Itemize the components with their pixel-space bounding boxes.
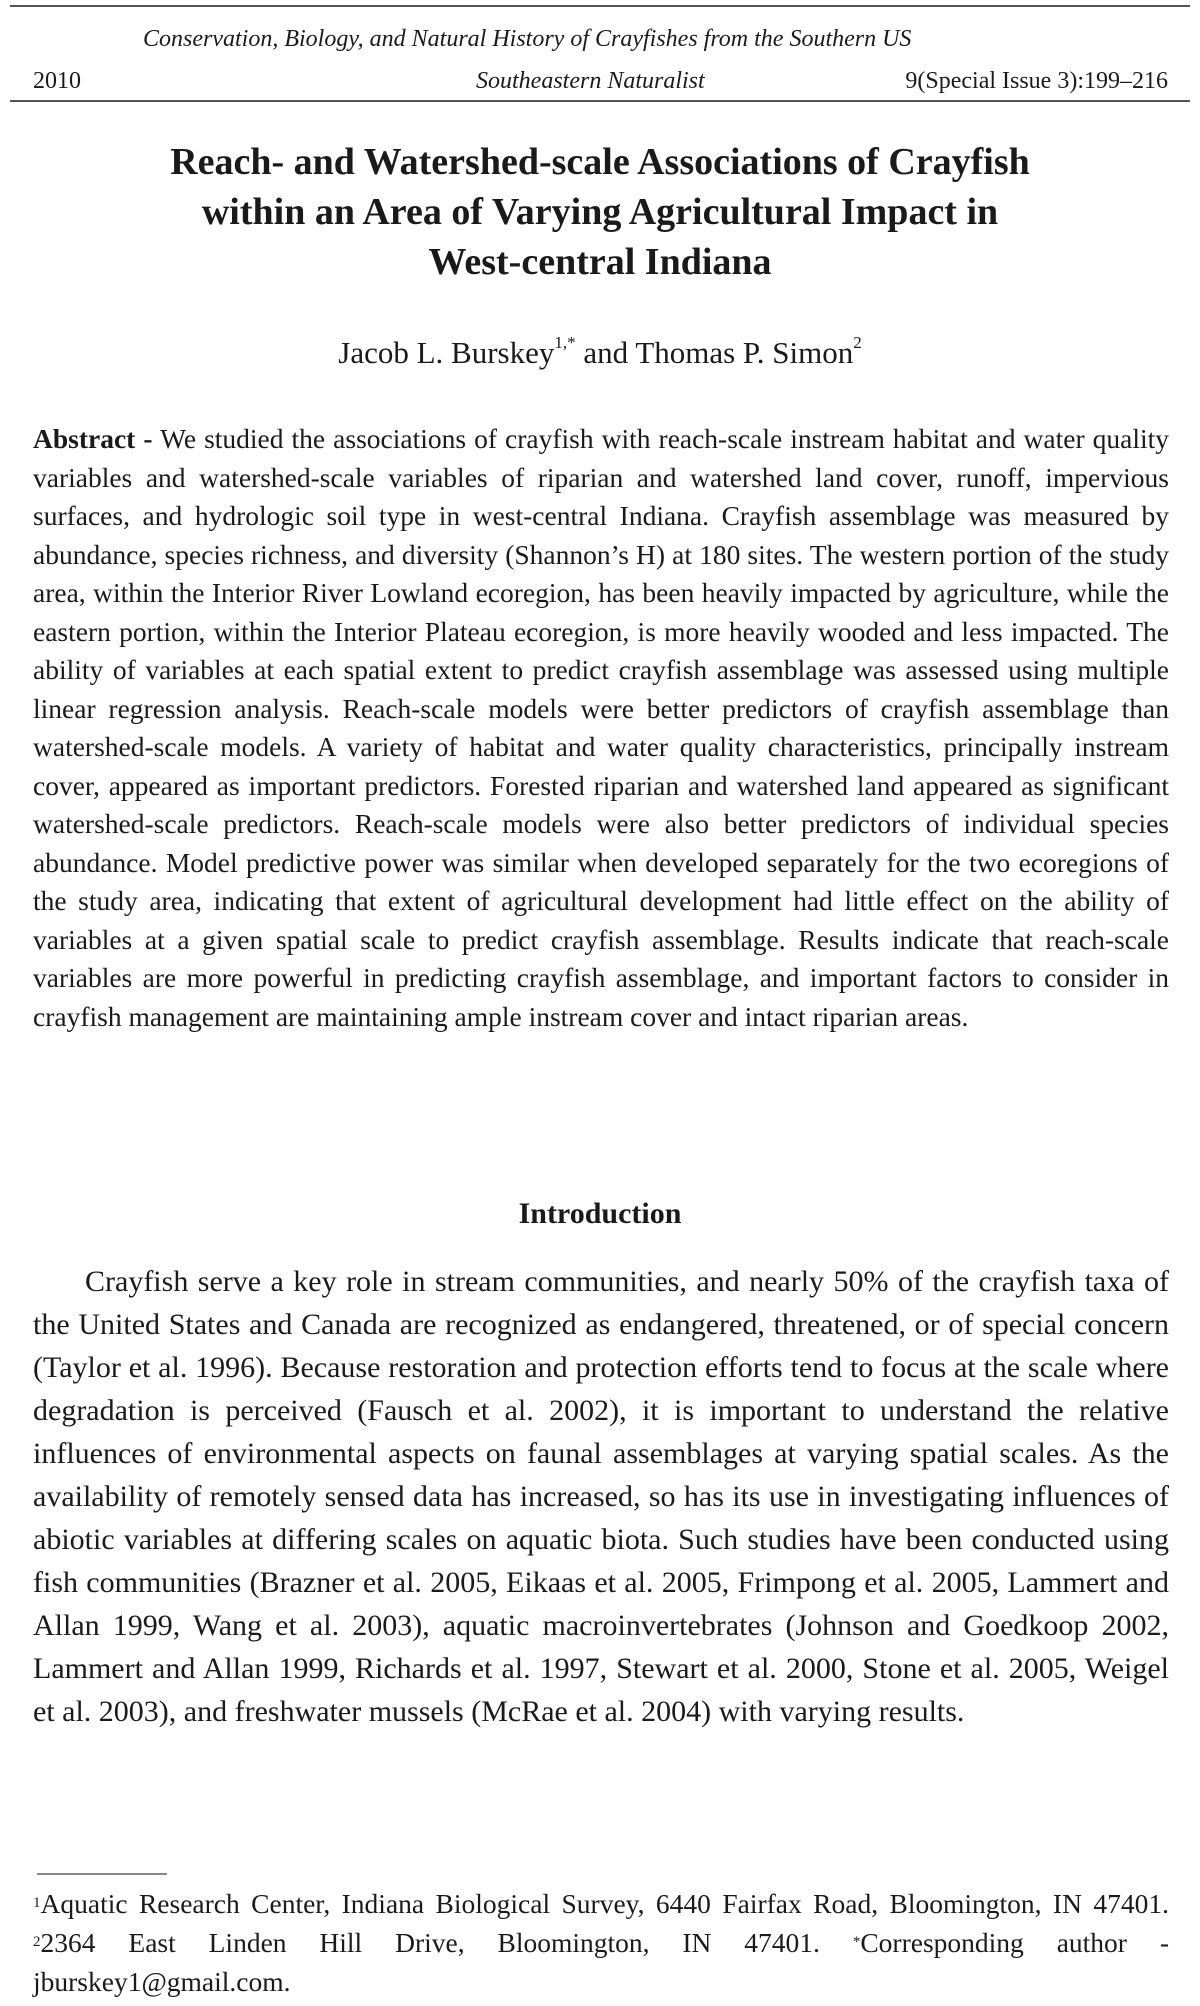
series-title: Conservation, Biology, and Natural History of Crayfishes from the Southern US [143,26,912,52]
author-join: and [575,335,636,370]
introduction-paragraph: Crayfish serve a key role in stream communities, and nearly 50% of the crayfish taxa of the United States and Canada are recognized as endangered, threatened, or of special concern (Taylor et al. 1996). Because restoration and protection efforts tend to focus at the scale where degradation is perceived (Fausch et al. 2002), it is important to understand the relative influences of environmental aspects on faunal assemblages at varying spatial scales. As the availability of remotely sensed data has increased, so has its use in investigating influences of abiotic variables at differing scales on aquatic biota. Such studies have been conducted using fish communities (Brazner et al. 2005, Eikaas et al. 2005, Frimpong et al. 2005, Lammert and Allan 1999, Wang et al. 2003), aquatic macroinvertebrates (Johnson and Goedkoop 2002, Lammert and Allan 1999, Richards et al. 1997, Stewart et al. 2000, Stone et al. 2005, Weigel et al. 2003), and freshwater mussels (McRae et al. 2004) with varying results. [33,1265,1169,1728]
footnote-mark: 1 [33,1895,41,1911]
header-rule [10,100,1190,102]
footnote-rule [37,1873,167,1875]
footnote-affiliation-2: 2364 East Linden Hill Drive, Bloomington, IN 47401. [40,1927,853,1958]
section-heading-introduction: Introduction [518,1197,682,1230]
abstract [33,420,1169,1036]
journal-name: Southeastern Naturalist [476,68,705,94]
author-affiliation-mark: 2 [853,333,862,352]
footnote-mark: 2 [33,1934,41,1950]
title-line: within an Area of Varying Agricultural Impact in [201,191,999,233]
volume-pages: 9(Special Issue 3):199–216 [905,68,1168,94]
header-year: 2010 [33,68,81,94]
article-title [0,137,1200,287]
footnote-corresponding-author: Corresponding author - jburskey1@gmail.com. [33,1927,1169,1997]
title-line: West-central Indiana [428,241,772,283]
title-line: Reach- and Watershed-scale Associations of Crayfish [170,141,1030,183]
author-name: Jacob L. Burskey [338,335,555,370]
author-affiliation-mark: 1,* [554,333,576,352]
author-list [0,335,1200,371]
abstract-label: Abstract - [33,423,153,454]
footnote-affiliation-1: Aquatic Research Center, Indiana Biological Survey, 6440 Fairfax Road, Bloomington, IN 47401. [40,1888,1169,1919]
abstract-text: We studied the associations of crayfish with reach-scale instream habitat and water quality variables and watershed-scale variables of riparian and watershed land cover, runoff, impervious surfaces, and hydrologic soil type in west-central Indiana. Crayfish assemblage was measured by abundance, species richness, and diversity (Shannon’s H) at 180 sites. The western portion of the study area, within the Interior River Lowland ecoregion, has been heavily impacted by agriculture, while the eastern portion, within the Interior Plateau ecoregion, is more heavily wooded and less impacted. The ability of variables at each spatial extent to predict crayfish assemblage was assessed using multiple linear regression analysis. Reach-scale models were better predictors of crayfish assemblage than watershed-scale models. A variety of habitat and water quality characteristics, principally instream cover, appeared as important predictors. Forested riparian and watershed land appeared as significant watershed-scale predictors. Reach-scale models were also better predictors of individual species abundance. Model predictive power was similar when developed separately for the two ecoregions of the study area, indicating that extent of agricultural development had little effect on the ability of variables at a given spatial scale to predict crayfish assemblage. Results indicate that reach-scale variables are more powerful in predicting crayfish assemblage, and important factors to consider in crayfish management are maintaining ample instream cover and intact riparian areas. [33,423,1170,1032]
footnotes [33,1884,1169,2001]
top-rule [10,5,1190,7]
footnote-mark: * [852,1934,861,1950]
author-name: Thomas P. Simon [635,335,854,370]
